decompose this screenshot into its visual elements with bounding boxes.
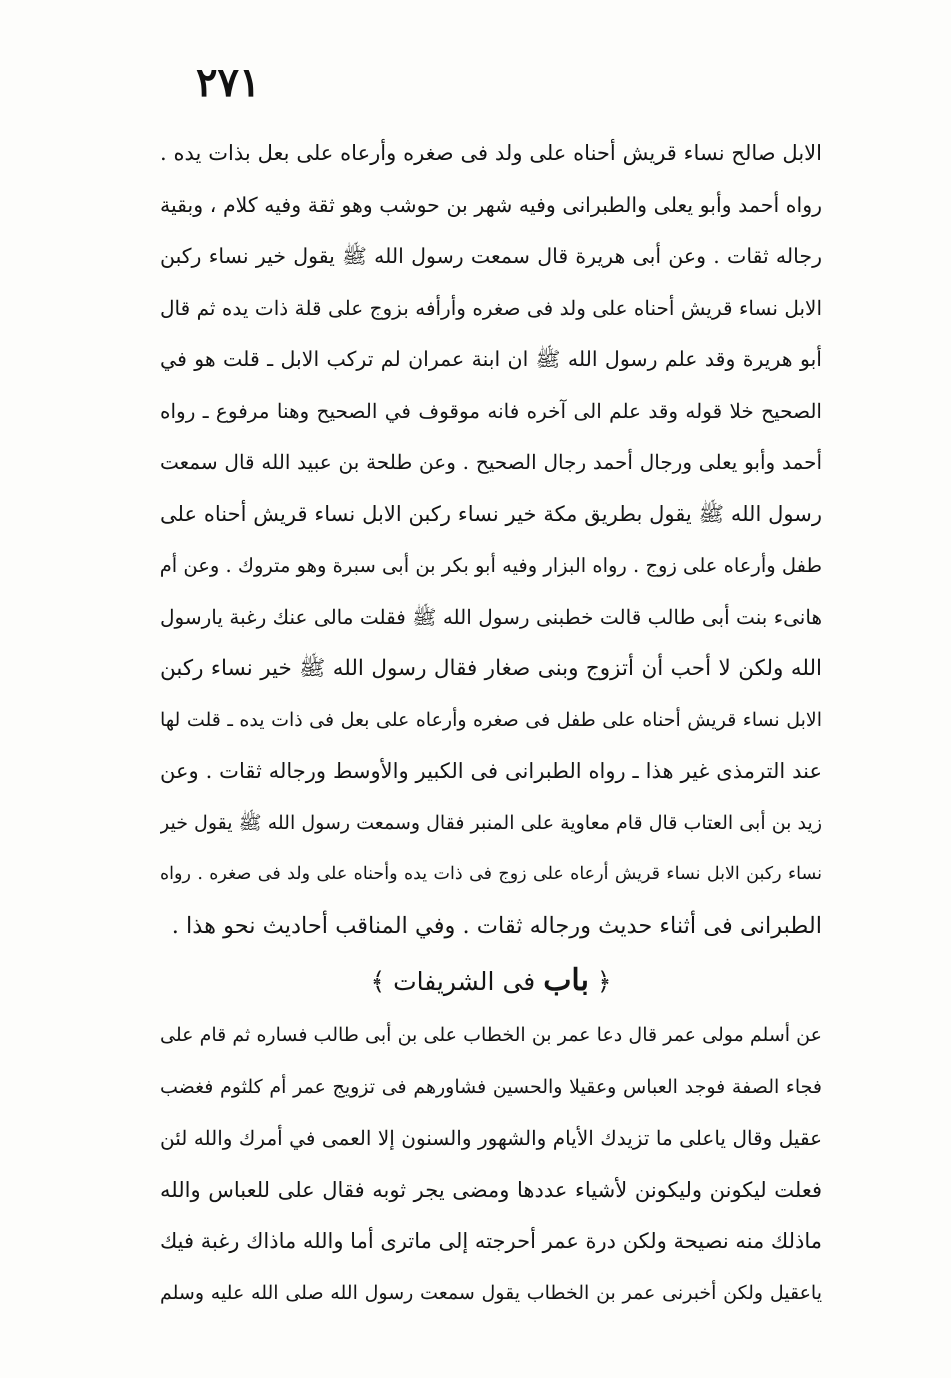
text-line: طفل وأرعاه على زوج . رواه البزار وفيه أبو بكر بن أبى سبرة وهو متروك . وعن أم <box>160 554 822 577</box>
text-line: فجاء الصفة فوجد العباس وعقيلا والحسين فشاورهم فى تزويج عمر أم كلثوم فغضب <box>160 1075 822 1098</box>
text-line: الابل نساء قريش أحناه على طفل فى صغره وأرعاه على بعل فى ذات يده ـ قلت لها <box>160 708 822 731</box>
text-line: رواه أحمد وأبو يعلى والطبرانى وفيه شهر بن حوشب وهو ثقة وفيه كلام ، وبقية <box>160 192 822 217</box>
section-heading <box>160 952 822 1010</box>
page-text <box>160 128 822 1319</box>
page-number: ٢٧١ <box>196 59 261 106</box>
heading-close-bracket: ﴾ <box>370 967 386 996</box>
heading-bab: باب <box>543 963 589 998</box>
text-line: نساء ركبن الابل نساء قريش أرعاه على زوج فى ذات يده وأحناه على ولد فى صغره . رواه <box>160 864 822 884</box>
text-line: ياعقيل ولكن أخبرنى عمر بن الخطاب يقول سمعت رسول الله صلى الله عليه وسلم <box>160 1281 822 1304</box>
text-line: الابل صالح نساء قريش أحناه على ولد فى صغره وأرعاه على بعل بذات يده . <box>160 141 822 165</box>
text-line: فعلت ليكونن وليكونن لأشياء عددها ومضى يجر ثوبه فقال على للعباس والله <box>160 1177 822 1202</box>
text-line: الصحيح خلا قوله وقد علم الى آخره فانه موقوف في الصحيح وهنا مرفوع ـ رواه <box>160 398 822 423</box>
paragraph-hadith-quraysh-women <box>160 128 822 952</box>
text-line: الابل نساء قريش أحناه على ولد فى صغره وأرأفه بزوج على قلة ذات يده ثم قال <box>160 295 822 320</box>
text-line: عن أسلم مولى عمر قال دعا عمر بن الخطاب على بن أبى طالب فساره ثم قام على <box>160 1024 822 1046</box>
text-line: أحمد وأبو يعلى ورجال أحمد رجال الصحيح . وعن طلحة بن عبيد الله قال سمعت <box>160 450 822 474</box>
text-line: زيد بن أبى العتاب قال قام معاوية على المنبر فقال وسمعت رسول الله ﷺ يقول خير <box>160 811 822 834</box>
text-line: الطبرانى فى أثناء حديث ورجاله ثقات . وفي المناقب أحاديث نحو هذا . <box>171 912 822 939</box>
text-line: الله ولكن لا أحب أن أتزوج وبنى صغار فقال رسول الله ﷺ خير نساء ركبن <box>160 656 822 681</box>
text-line: رجاله ثقات . وعن أبى هريرة قال سمعت رسول الله ﷺ يقول خير نساء ركبن <box>160 244 822 268</box>
text-line: رسول الله ﷺ يقول بطريق مكة خير نساء ركبن الابل نساء قريش أحناه على <box>160 501 822 526</box>
text-line: أبو هريرة وقد علم رسول الله ﷺ ان ابنة عمران لم تركب الابل ـ قلت هو في <box>160 347 822 371</box>
paragraph-aslam-narration <box>160 1010 822 1319</box>
text-line: ماذلك منه نصيحة ولكن درة عمر أحرجته إلى ماترى أما والله ماذاك رغبة فيك <box>160 1229 822 1253</box>
heading-title: فى الشريفات <box>393 967 536 996</box>
text-line: هانىء بنت أبى طالب قالت خطبنى رسول الله ﷺ فقلت مالى عنك رغبة يارسول <box>160 604 822 629</box>
text-line: عقيل وقال ياعلى ما تزيدك الأيام والشهور والسنون إلا العمى في أمرك والله لئن <box>160 1126 822 1150</box>
text-line: عند الترمذى غير هذا ـ رواه الطبرانى فى الكبير والأوسط ورجاله ثقات . وعن <box>160 759 822 783</box>
heading-open-bracket: ﴿ <box>596 967 612 996</box>
